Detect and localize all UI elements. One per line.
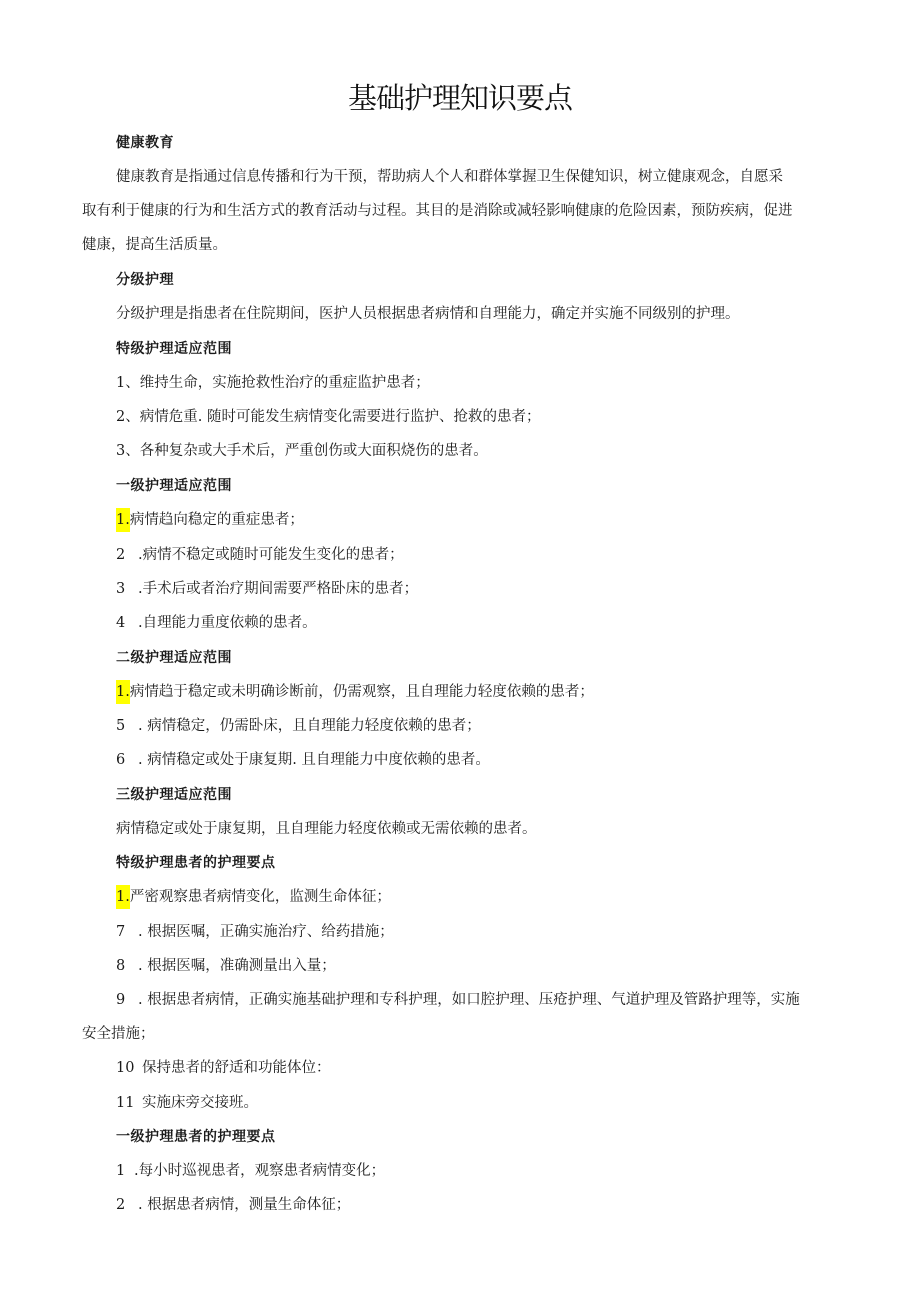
list-item-text: 病情趋向稳定的重症患者； <box>129 512 304 528</box>
heading-level2-scope: 二级护理适应范围 <box>116 650 232 666</box>
list-item-text: .每小时巡视患者，观察患者病情变化； <box>134 1163 386 1179</box>
list-item-text: . 根据患者病情，正确实施基础护理和专科护理，如口腔护理、压疮护理、气道护理及管路护理等，实施 <box>138 992 800 1008</box>
list-item-number: 9 <box>116 992 126 1008</box>
list-item-text: .自理能力重度依赖的患者。 <box>138 615 317 631</box>
level1-scope-item <box>116 510 304 530</box>
level2-scope-item <box>116 682 594 702</box>
highlighted-number: 1. <box>116 680 130 704</box>
special-points-item <box>116 1093 258 1113</box>
list-item-number: 4 <box>116 615 126 631</box>
heading-graded-nursing: 分级护理 <box>116 272 174 288</box>
list-item-text: 保持患者的舒适和功能体位： <box>142 1060 331 1076</box>
list-item-number: 11 <box>116 1095 135 1111</box>
heading-health-education: 健康教育 <box>116 135 174 151</box>
special-points-item <box>116 990 800 1010</box>
list-item-number: 10 <box>116 1060 135 1076</box>
special-scope-item: 1、维持生命，实施抢救性治疗的重症监护患者； <box>116 375 430 391</box>
level2-scope-item <box>116 750 490 770</box>
level3-scope-para: 病情稳定或处于康复期，且自理能力轻度依赖或无需依赖的患者。 <box>116 821 537 837</box>
list-item-text: .手术后或者治疗期间需要严格卧床的患者； <box>138 581 419 597</box>
special-points-item <box>116 922 394 942</box>
list-item-number: 3 <box>116 581 126 597</box>
highlighted-number: 1. <box>116 885 130 909</box>
health-education-para-line-3: 健康，提高生活质量。 <box>82 237 227 253</box>
level1-scope-item <box>116 579 418 599</box>
heading-level1-scope: 一级护理适应范围 <box>116 478 232 494</box>
list-item-text: . 根据医嘱，准确测量出入量； <box>138 958 336 974</box>
list-item-text: . 病情稳定或处于康复期. 且自理能力中度依赖的患者。 <box>138 752 490 768</box>
graded-nursing-para: 分级护理是指患者在住院期间，医护人员根据患者病情和自理能力，确定并实施不同级别的护理。 <box>116 306 740 322</box>
list-item-number: 1 <box>116 1163 126 1179</box>
health-education-para-line-1: 健康教育是指通过信息传播和行为干预，帮助病人个人和群体掌握卫生保健知识，树立健康观念，自愿采 <box>116 169 783 185</box>
special-points-item <box>116 887 391 907</box>
special-points-item <box>116 956 336 976</box>
list-item-text: 病情趋于稳定或未明确诊断前，仍需观察，且自理能力轻度依赖的患者； <box>129 684 594 700</box>
list-item-number: 2 <box>116 547 126 563</box>
special-points-item-continuation: 安全措施； <box>82 1026 155 1042</box>
list-item-text: 严密观察患者病情变化，监测生命体征； <box>129 889 391 905</box>
page-title: 基础护理知识要点 <box>347 81 572 115</box>
special-scope-item: 2、病情危重. 随时可能发生病情变化需要进行监护、抢救的患者； <box>116 409 541 425</box>
highlighted-number: 1. <box>116 508 130 532</box>
list-item-text: 实施床旁交接班。 <box>142 1095 258 1111</box>
list-item-number: 7 <box>116 924 126 940</box>
level1-points-item <box>116 1161 385 1181</box>
special-scope-item: 3、各种复杂或大手术后，严重创伤或大面积烧伤的患者。 <box>116 443 488 459</box>
health-education-para-line-2: 取有利于健康的行为和生活方式的教育活动与过程。其目的是消除或减轻影响健康的危险因素，预防疾病，促进 <box>82 203 793 219</box>
special-points-item <box>116 1058 331 1078</box>
list-item-text: . 病情稳定，仍需卧床，且自理能力轻度依赖的患者； <box>138 718 481 734</box>
heading-special-points: 特级护理患者的护理要点 <box>116 855 276 871</box>
heading-special-scope: 特级护理适应范围 <box>116 341 232 357</box>
list-item-text: .病情不稳定或随时可能发生变化的患者； <box>138 547 404 563</box>
list-item-number: 8 <box>116 958 126 974</box>
level2-scope-item <box>116 716 481 736</box>
list-item-number: 2 <box>116 1197 126 1213</box>
heading-level3-scope: 三级护理适应范围 <box>116 787 232 803</box>
level1-scope-item <box>116 545 404 565</box>
level1-points-item <box>116 1195 350 1215</box>
list-item-number: 5 <box>116 718 126 734</box>
level1-scope-item <box>116 613 317 633</box>
heading-level1-points: 一级护理患者的护理要点 <box>116 1129 276 1145</box>
list-item-text: . 根据患者病情，测量生命体征； <box>138 1197 351 1213</box>
list-item-text: . 根据医嘱，正确实施治疗、给药措施； <box>138 924 394 940</box>
list-item-number: 6 <box>116 752 126 768</box>
